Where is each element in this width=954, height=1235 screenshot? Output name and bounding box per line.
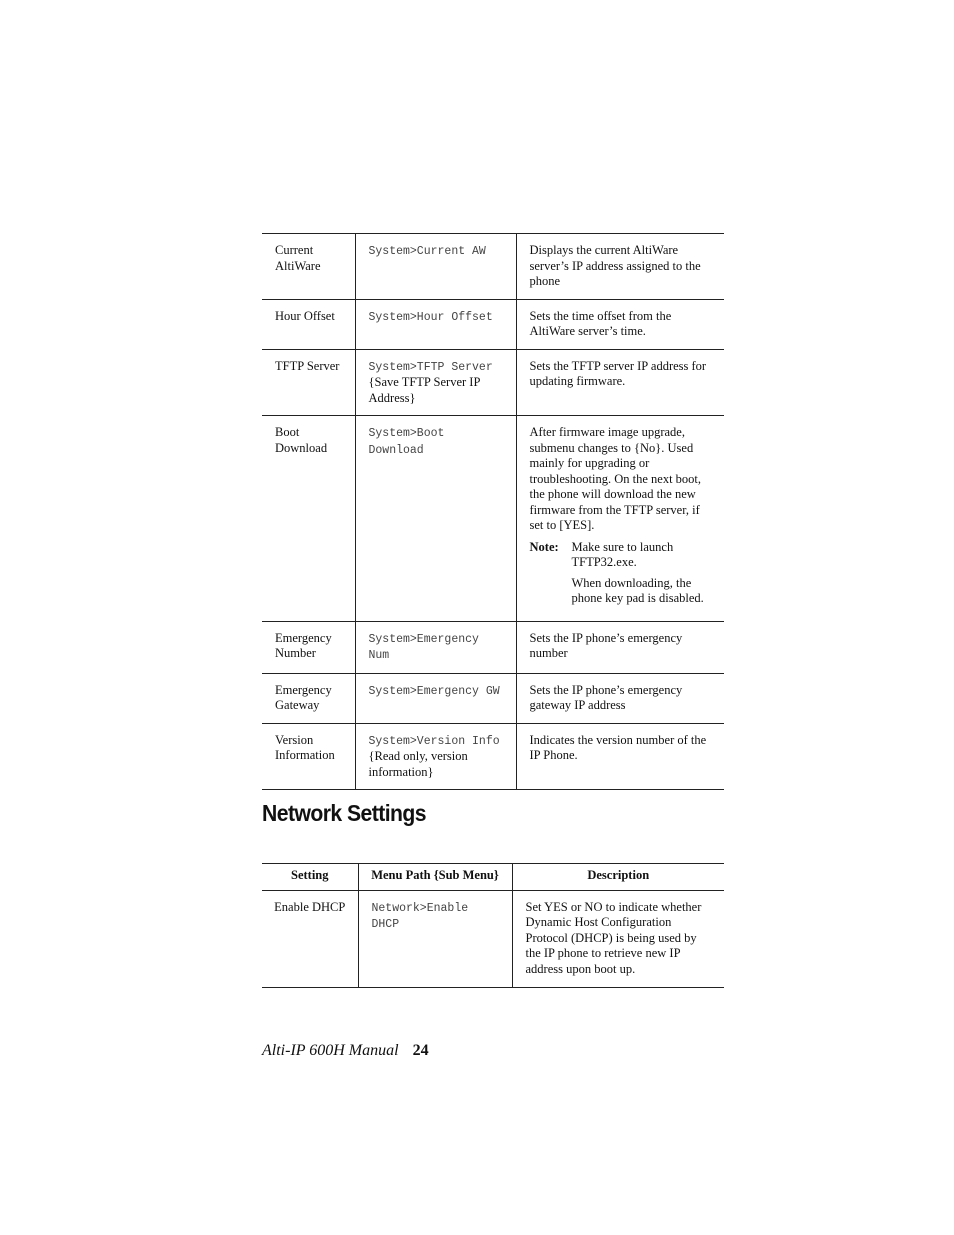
manual-title: Alti-IP 600H Manual [262, 1042, 399, 1059]
menu-path-cell [355, 416, 516, 622]
menu-path: System>Boot Download [368, 427, 445, 457]
page-number: 24 [412, 1042, 429, 1059]
section-heading: Network Settings [262, 800, 427, 826]
column-header-menu-path: Menu Path {Sub Menu} [358, 864, 512, 891]
system-settings-table [262, 233, 724, 790]
setting-cell: TFTP Server [262, 349, 355, 416]
note-label: Note: [529, 539, 559, 554]
description-text: After firmware image upgrade, submenu changes to {No}. Used mainly for upgrading or troubleshooting. On the next boot, the phone will download the new firmware from the TFTP server, if set to [YES]. [529, 425, 702, 532]
menu-path-cell [355, 723, 516, 790]
network-settings-table [262, 863, 724, 988]
setting-cell: Hour Offset [262, 299, 355, 349]
menu-path-note: {Save TFTP Server IP Address} [368, 375, 480, 405]
menu-path-cell [355, 234, 516, 300]
table-row [262, 416, 724, 622]
menu-path: Network>Enable DHCP [371, 901, 469, 931]
note-line: Make sure to launch TFTP32.exe. [571, 539, 674, 569]
page-footer [262, 1042, 429, 1060]
menu-path-cell [358, 890, 512, 988]
table-row [262, 349, 724, 416]
column-header-setting: Setting [262, 864, 358, 891]
menu-path-cell [355, 673, 516, 723]
table-header-row [262, 864, 724, 891]
menu-path-cell [355, 621, 516, 673]
description-cell: Sets the IP phone’s emergency gateway IP address [516, 673, 724, 723]
menu-path-note: {Read only, version information} [368, 749, 468, 779]
setting-cell: Boot Download [262, 416, 355, 622]
column-header-description: Description [512, 864, 724, 891]
note-line: When downloading, the phone key pad is disabled. [571, 575, 704, 605]
description-cell: Sets the TFTP server IP address for updating firmware. [516, 349, 724, 416]
menu-path: System>Current AW [368, 245, 486, 258]
table-row [262, 299, 724, 349]
table-row [262, 234, 724, 300]
table-row [262, 890, 724, 988]
description-cell: Set YES or NO to indicate whether Dynamic Host Configuration Protocol (DHCP) is being used by the IP phone to retrieve new IP address upon boot up. [512, 890, 724, 988]
setting-cell: Version Information [262, 723, 355, 790]
menu-path: System>Hour Offset [368, 310, 493, 324]
description-cell: Sets the time offset from the AltiWare server’s time. [516, 299, 724, 349]
setting-cell: Current AltiWare [262, 234, 355, 300]
setting-cell: Enable DHCP [262, 890, 358, 988]
description-cell: Displays the current AltiWare server’s IP address assigned to the phone [516, 234, 724, 300]
setting-cell: Emergency Gateway [262, 673, 355, 723]
table-row [262, 621, 724, 673]
note-block [530, 540, 715, 612]
description-cell [516, 416, 724, 622]
menu-path: System>Emergency Num [368, 632, 479, 662]
menu-path: System>TFTP Server [368, 360, 493, 374]
table-row [262, 673, 724, 723]
setting-cell: Emergency Number [262, 621, 355, 673]
menu-path-cell [355, 299, 516, 349]
description-cell: Indicates the version number of the IP Phone. [516, 723, 724, 790]
menu-path: System>Emergency GW [368, 684, 500, 698]
menu-path: System>Version Info [368, 734, 500, 748]
table-row [262, 723, 724, 790]
description-cell: Sets the IP phone’s emergency number [516, 621, 724, 673]
menu-path-cell [355, 349, 516, 416]
